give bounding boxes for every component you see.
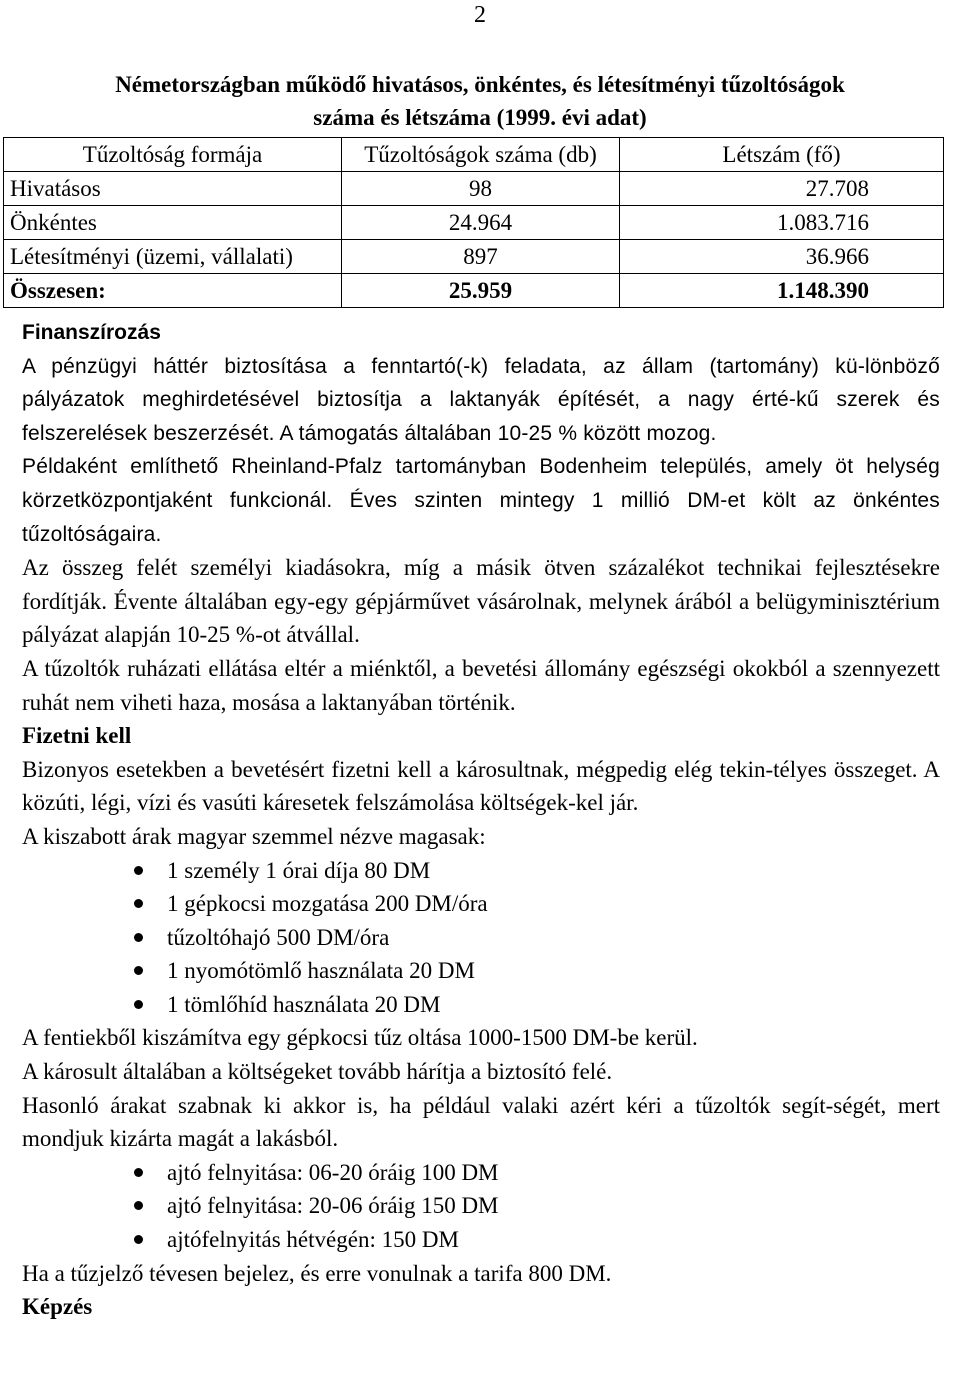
table-cell: 24.964 (342, 206, 620, 240)
bullet-icon (134, 1168, 143, 1177)
paragraph: Példaként említhető Rheinland-Pfalz tartományban Bodenheim település, amely öt helység körzetközpontjaként funkcionál. Éves szinten mintegy 1 millió DM-et költ az önkéntes tűzoltóságaira. (22, 455, 940, 546)
paragraph: Ha a tűzjelző tévesen bejelez, és erre vonulnak a tarifa 800 DM. (22, 1260, 612, 1286)
bullet-icon (134, 966, 143, 975)
table-cell: 98 (342, 172, 620, 206)
list-item (22, 1189, 940, 1223)
list-item (22, 1156, 940, 1190)
section-heading-finance: Finanszírozás (22, 321, 161, 344)
title-line-2: száma és létszáma (1999. évi adat) (313, 105, 647, 130)
column-header: Tűzoltóságok száma (db) (342, 138, 620, 172)
table-cell: 36.966 (620, 240, 944, 274)
list-item-text: ajtófelnyitás hétvégén: 150 DM (167, 1227, 459, 1253)
table-total-row (4, 274, 944, 308)
table-cell: 1.148.390 (620, 274, 944, 308)
document-body (22, 316, 940, 1324)
fire-brigade-table (3, 137, 944, 308)
bullet-icon (134, 1201, 143, 1210)
table-cell: 1.083.716 (620, 206, 944, 240)
paragraph: A pénzügyi háttér biztosítása a fenntartó(-k) feladata, az állam (tartomány) kü-lönböző pályázatok meghirdetésével biztosítja a laktanyák építését, a nagy érté-kű szerek és felszerelések beszerzését. A támogatás általában 10-25 % között mozog. (22, 354, 940, 445)
table-cell: 25.959 (342, 274, 620, 308)
list-item-text: 1 személy 1 órai díja 80 DM (167, 857, 431, 883)
list-item-text: ajtó felnyitása: 20-06 óráig 150 DM (167, 1193, 499, 1219)
paragraph: Az összeg felét személyi kiadásokra, míg a másik ötven százalékot technikai fejlesztésekre fordítják. Évente általában egy-egy gépjárművet vásárolnak, melynek árából a belügyminisztérium pályázat alapján 10-25 %-ot átvállal. (22, 555, 940, 648)
paragraph: Hasonló árakat szabnak ki akkor is, ha például valaki azért kéri a tűzoltók segít-ségét, mert mondjuk kizárta magát a lakásból. (22, 1092, 940, 1152)
list-item (22, 954, 940, 988)
list-item (22, 988, 940, 1022)
paragraph: A kiszabott árak magyar szemmel nézve magasak: (22, 823, 486, 849)
table-cell: Összesen: (4, 274, 342, 308)
list-item-text: 1 tömlőhíd használata 20 DM (167, 991, 441, 1017)
bullet-icon (134, 1235, 143, 1244)
paragraph: A fentiekből kiszámítva egy gépkocsi tűz oltása 1000-1500 DM-be kerül. (22, 1025, 698, 1051)
bullet-icon (134, 866, 143, 875)
paragraph: A károsult általában a költségeket tovább hárítja a biztosító felé. (22, 1059, 613, 1085)
bullet-icon (134, 899, 143, 908)
list-item-text: tűzoltóhajó 500 DM/óra (167, 924, 390, 950)
column-header: Tűzoltóság formája (4, 138, 342, 172)
table-row (4, 172, 944, 206)
column-header: Létszám (fő) (620, 138, 944, 172)
list-item-text: 1 nyomótömlő használata 20 DM (167, 958, 475, 984)
list-item (22, 921, 940, 955)
paragraph: A tűzoltók ruházati ellátása eltér a miénktől, a bevetési állomány egészségi okokból a szennyezett ruhát nem viheti haza, mosása a laktanyában történik. (22, 655, 940, 715)
paragraph: Bizonyos esetekben a bevetésért fizetni kell a károsultnak, mégpedig elég tekin-télyes összeget. A közúti, légi, vízi és vasúti káresetek felszámolása költségek-kel jár. (22, 756, 940, 816)
table-cell: Létesítményi (üzemi, vállalati) (4, 240, 342, 274)
section-heading-training: Képzés (22, 1294, 93, 1320)
bullet-icon (134, 1000, 143, 1009)
bullet-icon (134, 933, 143, 942)
door-price-list (22, 1156, 940, 1257)
section-heading-pay: Fizetni kell (22, 723, 132, 749)
table-cell: Hivatásos (4, 172, 342, 206)
list-item-text: ajtó felnyitása: 06-20 óráig 100 DM (167, 1159, 499, 1185)
table-cell: 897 (342, 240, 620, 274)
page-number: 2 (474, 2, 486, 28)
list-item-text: 1 gépkocsi mozgatása 200 DM/óra (167, 891, 488, 917)
list-item (22, 1223, 940, 1257)
document-title (20, 68, 940, 134)
table-cell: Önkéntes (4, 206, 342, 240)
table-header-row (4, 138, 944, 172)
list-item (22, 854, 940, 888)
price-list (22, 854, 940, 1022)
table-row (4, 240, 944, 274)
table-cell: 27.708 (620, 172, 944, 206)
table-row (4, 206, 944, 240)
list-item (22, 887, 940, 921)
title-line-1: Németországban működő hivatásos, önkéntes, és létesítményi tűzoltóságok (115, 72, 845, 97)
